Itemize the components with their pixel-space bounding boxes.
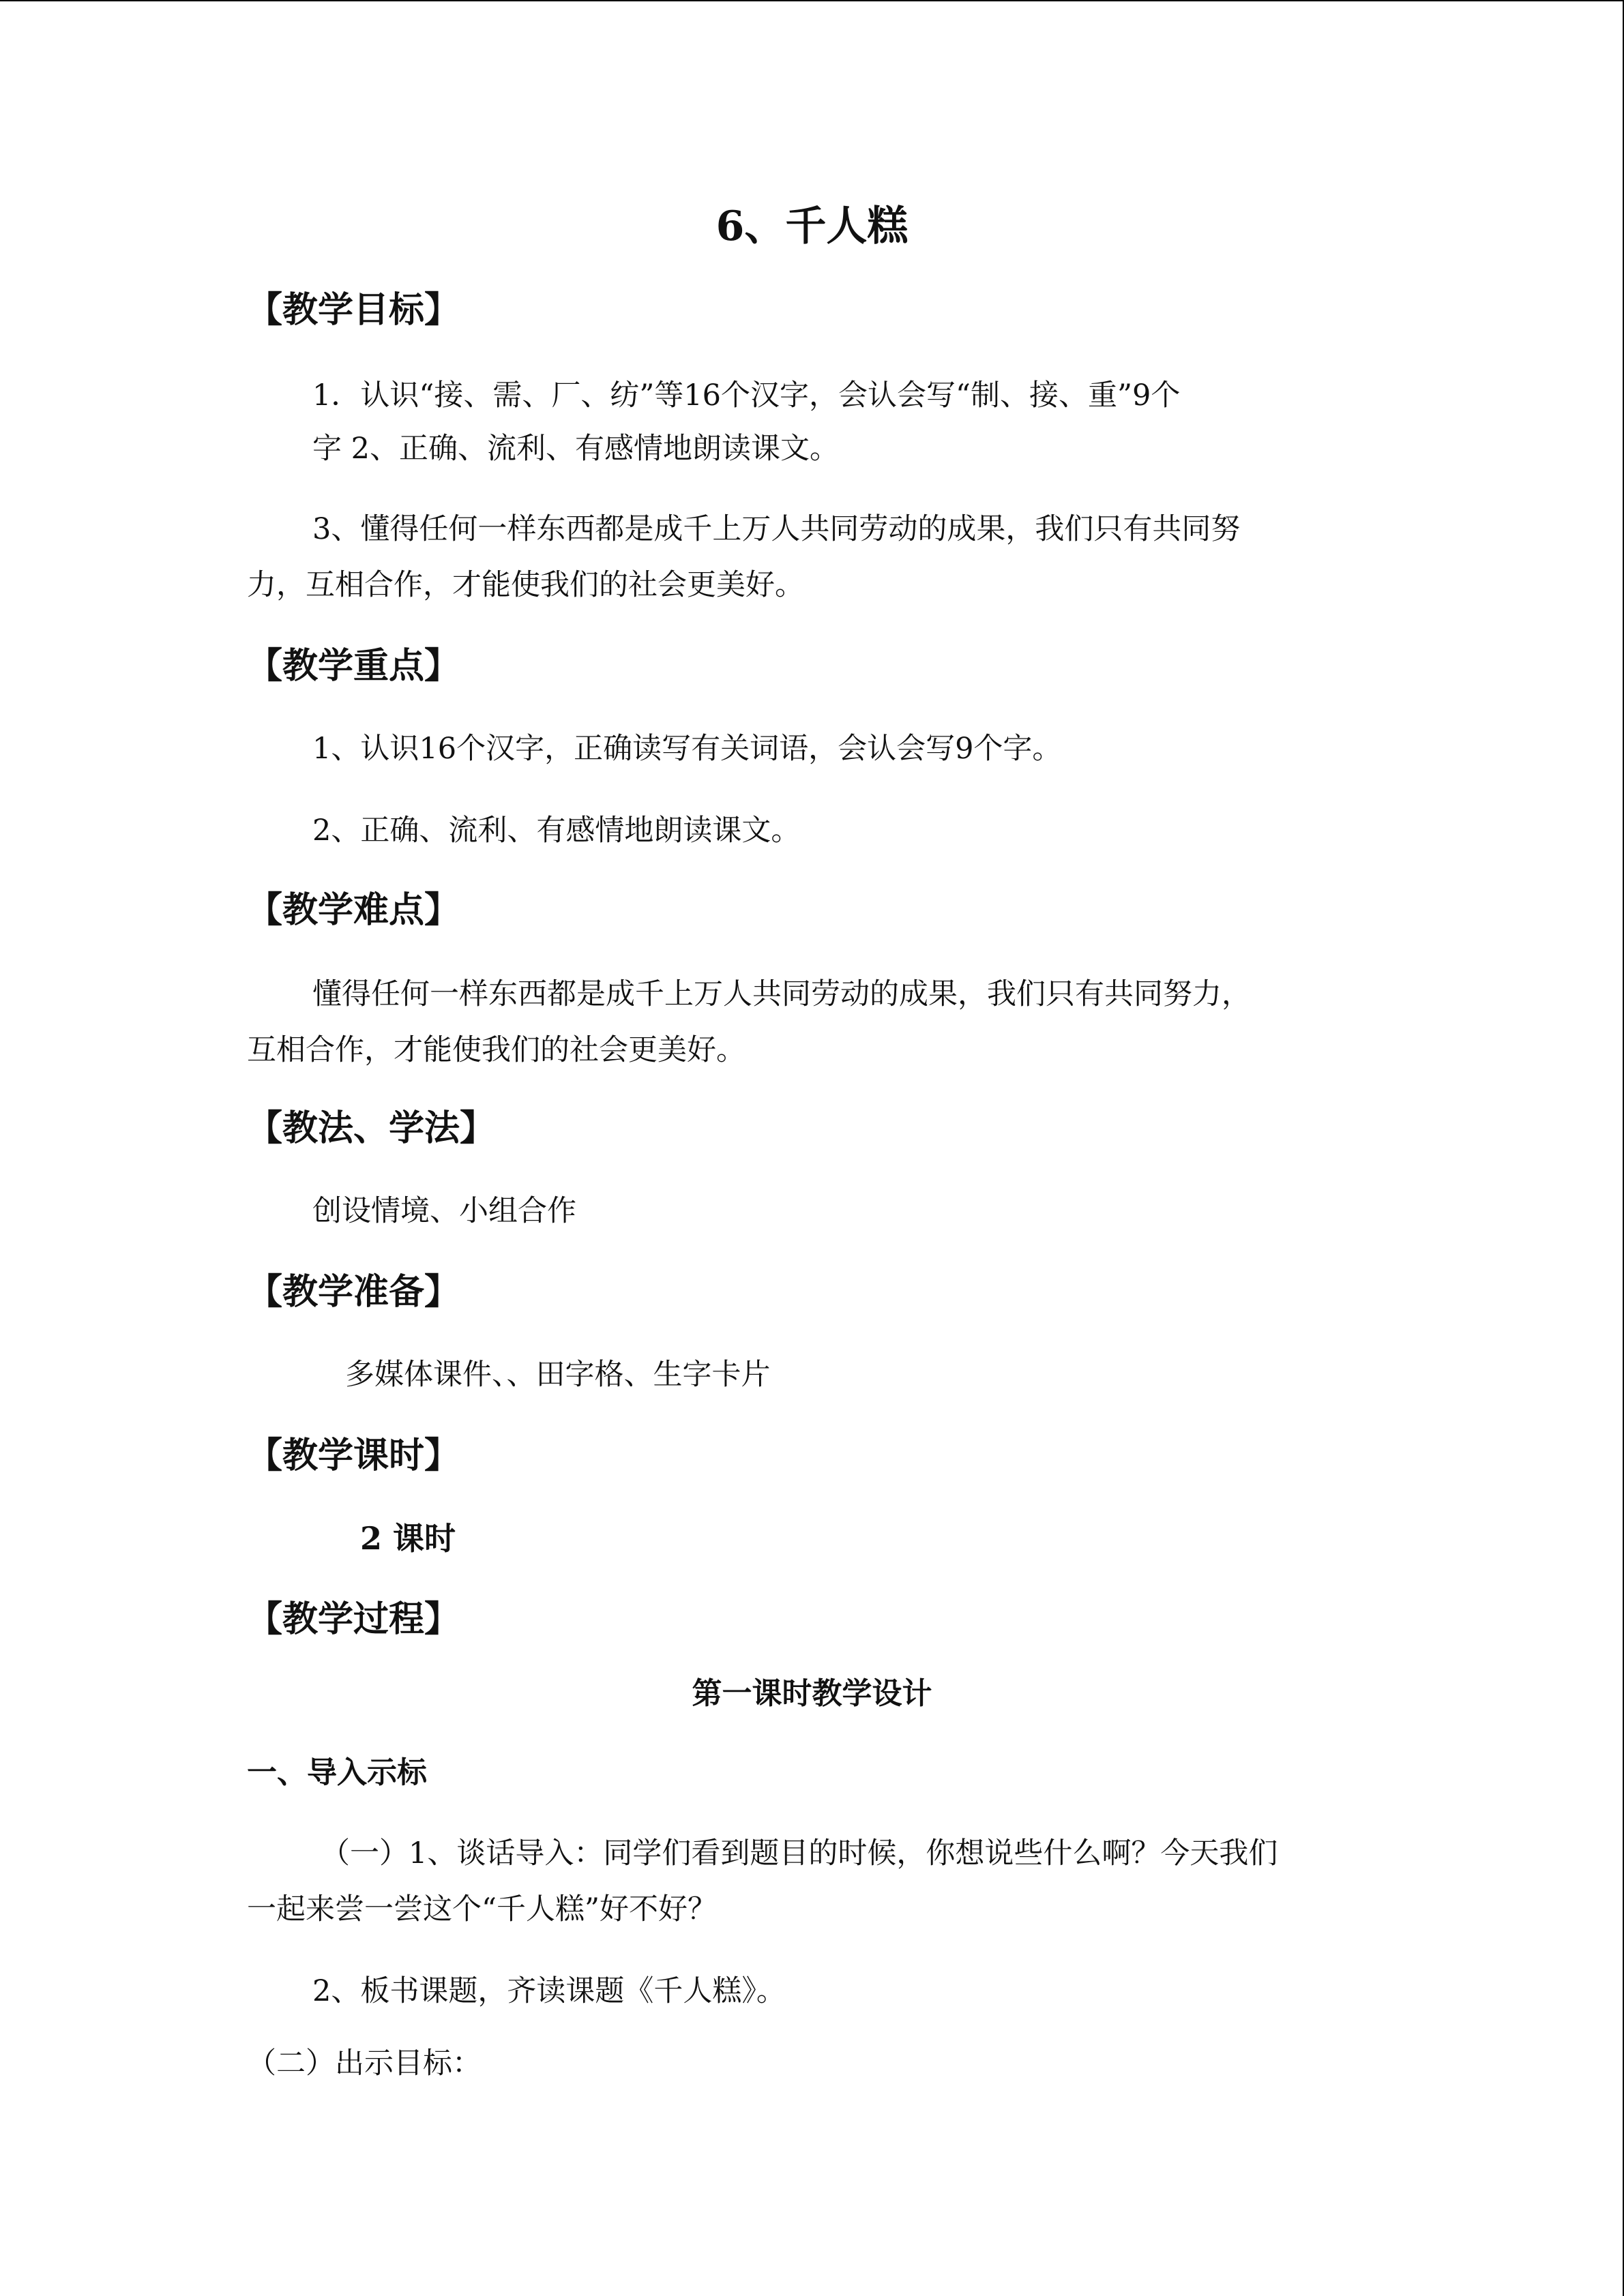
methods-line-1: 创设情境、小组合作 [312,1194,576,1228]
methods-heading: 【教法、学法】 [247,1107,496,1149]
periods-heading: 【教学课时】 [247,1435,460,1476]
process-line-4: （二）出示目标： [247,2046,482,2081]
preparation-heading: 【教学准备】 [247,1271,460,1313]
difficulties-heading: 【教学难点】 [247,889,460,931]
goals-line-3: 3、懂得任何一样东西都是成千上万人共同劳动的成果，我们只有共同努 [312,512,1241,546]
process-heading: 【教学过程】 [247,1598,460,1640]
process-line-1: （一）1、谈话导入：同学们看到题目的时候，你想说些什么啊？今天我们 [321,1836,1278,1870]
process-line-3: 2、板书课题，齐读课题《千人糕》。 [312,1974,786,2008]
key-points-line-2: 2、正确、流利、有感情地朗读课文。 [312,814,801,848]
process-line-2: 一起来尝一尝这个“千人糕”好不好？ [247,1892,717,1926]
goals-heading: 【教学目标】 [247,289,460,331]
lesson-title: 第一课时教学设计 [692,1676,932,1711]
preparation-line-1: 多媒体课件、、田字格、生字卡片 [345,1358,771,1392]
difficulties-line-1: 懂得任何一样东西都是成千上万人共同劳动的成果，我们只有共同努力， [312,977,1251,1011]
difficulties-line-2: 互相合作，才能使我们的社会更美好。 [247,1033,745,1067]
goals-line-1: 1．认识“接、需、厂、纺”等16个汉字，会认会写“制、接、重”9个 [312,378,1181,413]
page-title: 6、千人糕 [715,203,909,250]
key-points-line-1: 1、认识16个汉字，正确读写有关词语，会认会写9个字。 [312,732,1062,766]
goals-line-4: 力，互相合作，才能使我们的社会更美好。 [247,568,804,602]
part-title: 一、导入示标 [247,1755,427,1790]
periods-value: 2 课时 [360,1520,456,1557]
goals-line-2: 字 2、正确、流利、有感情地朗读课文。 [312,432,840,466]
key-points-heading: 【教学重点】 [247,645,460,687]
